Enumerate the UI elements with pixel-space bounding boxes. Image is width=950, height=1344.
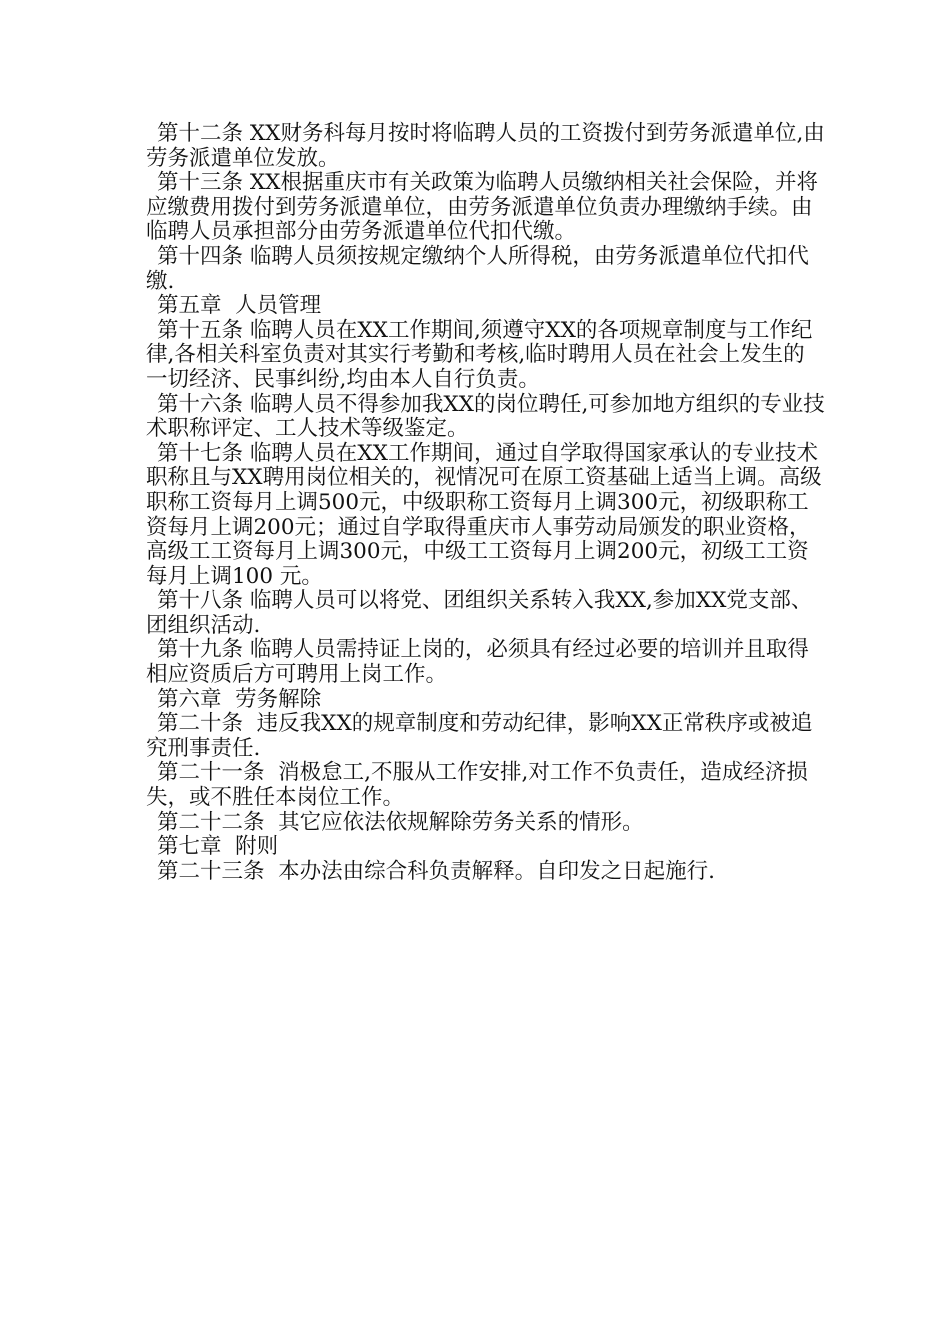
article-17: 第十七条 临聘人员在XX工作期间，通过自学取得国家承认的专业技术职称且与XX聘用岗位相关的，视情况可在原工资基础上适当上调。高级职称工资每月上调500元，中级职称工资每月上调300元，初级职称工资每月上调200元；通过自学取得重庆市人事劳动局颁发的职业资格，高级工工资每月上调300元，中级工工资每月上调200元，初级工工资每月上调100 元。: [146, 440, 822, 589]
article-22: 第二十二条 其它应依法依规解除劳务关系的情形。: [157, 809, 644, 835]
chapter-7-heading: 第七章 附则: [157, 834, 279, 860]
article-23: 第二十三条 本办法由综合科负责解释。自印发之日起施行.: [157, 858, 716, 884]
article-14: 第十四条 临聘人员须按规定缴纳个人所得税，由劳务派遣单位代扣代缴.: [146, 243, 809, 294]
article-19: 第十九条 临聘人员需持证上岗的，必须具有经过必要的培训并且取得相应资质后方可聘用上岗工作。: [146, 637, 809, 688]
article-16: 第十六条 临聘人员不得参加我XX的岗位聘任,可参加地方组织的专业技术职称评定、工人技术等级鉴定。: [146, 391, 825, 442]
chapter-6-heading: 第六章 劳务解除: [157, 686, 322, 712]
chapter-5-heading: 第五章 人员管理: [157, 293, 322, 319]
article-15: 第十五条 临聘人员在XX工作期间,须遵守XX的各项规章制度与工作纪律,各相关科室负责对其实行考勤和考核,临时聘用人员在社会上发生的一切经济、民事纠纷,均由本人自行负责。: [146, 317, 813, 392]
article-18: 第十八条 临聘人员可以将党、团组织关系转入我XX,参加XX党支部、团组织活动.: [146, 588, 813, 638]
article-13: 第十三条 XX根据重庆市有关政策为临聘人员缴纳相关社会保险，并将应缴费用拨付到劳务派遣单位，由劳务派遣单位负责办理缴纳手续。由临聘人员承担部分由劳务派遣单位代扣代缴。: [146, 170, 818, 245]
article-20: 第二十条 违反我XX的规章制度和劳动纪律，影响XX正常秩序或被追究刑事责任.: [146, 711, 813, 761]
document-body: [146, 122, 826, 884]
article-21: 第二十一条 消极怠工,不服从工作安排,对工作不负责任，造成经济损失，或不胜任本岗位工作。: [146, 760, 808, 811]
article-12: 第十二条 XX财务科每月按时将临聘人员的工资拨付到劳务派遣单位,由劳务派遣单位发放。: [146, 121, 825, 171]
